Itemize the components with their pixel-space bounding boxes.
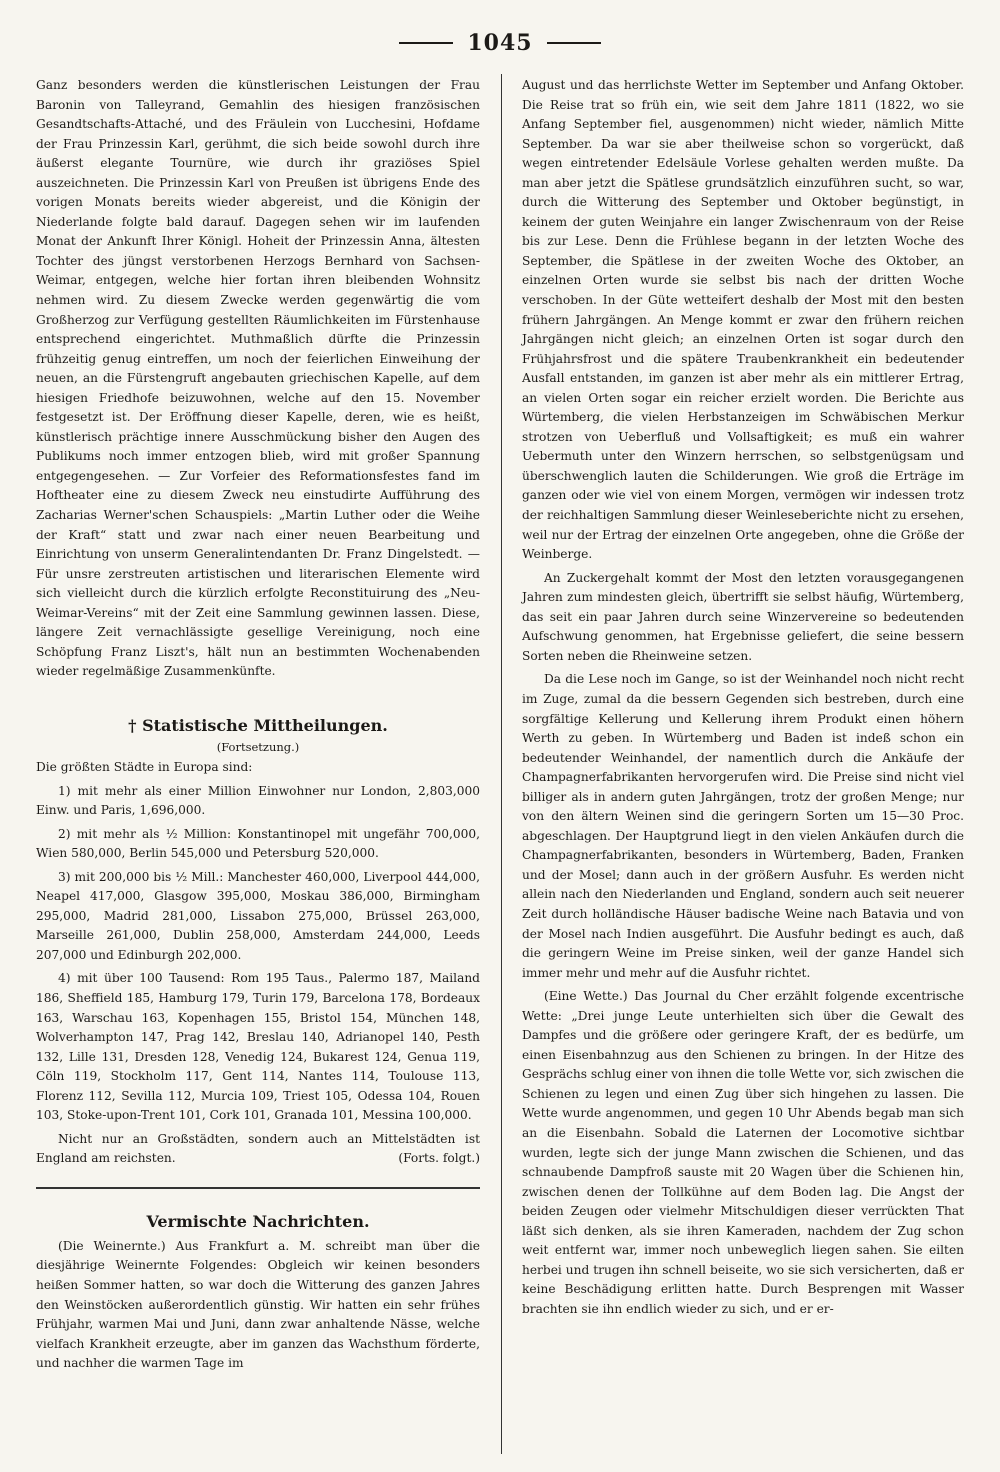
right-column [522,76,964,1323]
left-column [36,76,480,1378]
wine-harvest-paragraph: (Die Weinernte.) Aus Frankfurt a. M. schreibt man über die diesjährige Weinernte Folgendes: Obgleich wir keinen besonders heißen Sommer hatten, so war doch die Witterung des ganzen Jahres den Weinstöcken außerordentlich günstig. Wir hatten ein sehr frühes Frühjahr, warmen Mai und Juni, dann zwar anhaltende Nässe, welche vielfach Krankheit erzeugte, aber im ganzen das Wachsthum förderte, und nachher die warmen Tage im [36,1238,480,1371]
court-news-paragraph: Ganz besonders werden die künstlerischen Leistungen der Frau Baronin von Talleyrand, Gemahlin des hiesigen französischen Gesandtschafts-Attaché, und des Fräulein von Lucchesini, Hofdame der Frau Prinzessin Karl, gerühmt, die sich beide sowohl durch ihre äußerst elegante Tournüre, wie durch ihr graziöses Spiel auszeichneten. Die Prinzessin Karl von Preußen ist übrigens Ende des vorigen Monats bereits wieder abgereist, und die Königin der Niederlande folgte bald darauf. Dagegen sehen wir im laufenden Monat der Ankunft Ihrer Königl. Hoheit der Prinzessin Anna, ältesten Tochter des jüngst verstorbenen Herzogs Bernhard von Sachsen-Weimar, entgegen, welche hier fortan ihren bleibenden Wohnsitz nehmen wird. Zu diesem Zwecke werden gegenwärtig die vom Großherzog zur Verfügung gestellten Räumlichkeiten im Fürstenhause entsprechend eingerichtet. Muthmaßlich dürfte die Prinzessin frühzeitig genug eintreffen, um noch der feierlichen Einweihung der neuen, an die Fürstengruft angebauten griechischen Kapelle, auf dem hiesigen Friedhofe beizuwohnen, welche auf den 15. November festgesetzt ist. Der Eröffnung dieser Kapelle, deren, wie es heißt, künstlerisch prächtige innere Ausschmückung bisher den Augen des Publikums noch immer entzogen blieb, wird mit großer Spannung entgegengesehen. — Zur Vorfeier des Reformationsfestes fand im Hoftheater eine zu diesem Zweck neu einstudirte Aufführung des Zacharias Werner'schen Schauspiels: „Martin Luther oder die Weihe der Kraft“ statt und zwar nach einer neuen Bearbeitung und Einrichtung von unserm Generalintendanten Dr. Franz Dingelstedt. — Für unsre zerstreuten artistischen und literarischen Elemente wird sich vielleicht durch die kürzlich erfolgte Reconstituirung des „Neu-Weimar-Vereins“ mit der Zeit eine Sammlung gewinnen lassen. Diese, längere Zeit vernachlässigte gesellige Vereinigung, noch eine Schöpfung Franz Liszt's, hält nun an bestimmten Wochenabenden wieder regelmäßige Zusammenkünfte. [36,78,480,679]
header-rule-left [399,42,453,44]
section-separator [36,1187,480,1189]
misc-news-heading: Vermischte Nachrichten. [146,1211,370,1231]
statistics-closing-text: Nicht nur an Großstädten, sondern auch an Mittelstädten ist England am reichsten. [36,1131,480,1166]
page-header [0,30,1000,56]
statistics-item-3: 3) mit 200,000 bis ½ Mill.: Manchester 460,000, Liverpool 444,000, Neapel 417,000, Glasgow 395,000, Moskau 386,000, Birmingham 295,000, Madrid 281,000, Lissabon 275,000, Brüssel 263,000, Marseille 261,000, Dublin 258,000, Amsterdam 244,000, Leeds 207,000 und Edinburgh 202,000. [36,869,480,962]
header-rule-right [547,42,601,44]
statistics-item-1: 1) mit mehr als einer Million Einwohner nur London, 2,803,000 Einw. und Paris, 1,696,000. [36,783,480,818]
continuation-note: (Forts. folgt.) [398,1151,480,1166]
wine-sugar-paragraph: An Zuckergehalt kommt der Most den letzten vorausgegangenen Jahren zum mindesten gleich, übertrifft sie selbst häufig, Würtemberg, das seit ein paar Jahren durch seine Winzervereine so bedeutenden Aufschwung genommen, hat Ergebnisse geliefert, die seine bessern Sorten neben die Rheinweine setzen. [522,570,964,663]
statistics-item-2: 2) mit mehr als ½ Million: Konstantinopel mit ungefähr 700,000, Wien 580,000, Berlin 545,000 und Petersburg 520,000. [36,826,480,861]
column-divider [501,74,502,1454]
statistics-item-4: 4) mit über 100 Tausend: Rom 195 Taus., Palermo 187, Mailand 186, Sheffield 185, Hamburg 179, Turin 179, Barcelona 178, Bordeaux 163, Warschau 163, Kopenhagen 155, Bristol 154, München 148, Wolverhampton 147, Prag 142, Breslau 140, Adrianopel 140, Pesth 132, Lille 131, Dresden 128, Venedig 124, Bukarest 124, Genua 119, Cöln 119, Stockholm 117, Gent 114, Nantes 114, Toulouse 113, Florenz 112, Sevilla 112, Murcia 109, Triest 105, Odessa 104, Rouen 103, Stoke-upon-Trent 101, Cork 101, Granada 101, Messina 100,000. [36,971,480,1123]
wine-harvest-continued: August und das herrlichste Wetter im September und Anfang Oktober. Die Reise trat so früh ein, wie seit dem Jahre 1811 (1822, wo sie Anfang September fiel, ausgenommen) nicht wieder, nämlich Mitte September. Da war sie aber theilweise schon so vorgerückt, daß wegen eintretender Edelsäule Vorlese gehalten werden mußte. Da man aber jetzt die Spätlese grundsätzlich einzuführen sucht, so war, durch die Witterung des September und Oktober begünstigt, in keinem der guten Weinjahre ein langer Zwischenraum von der Reise bis zur Lese. Denn die Frühlese begann in der letzten Woche des September, die Spätlese in der zweiten Woche des Oktober, an einzelnen Orten wurde sie selbst bis nach der dritten Woche verschoben. In der Güte wetteifert deshalb der Most mit den besten frühern Jahrgängen. An Menge kommt er zwar den frühern reichen Jahrgängen nicht gleich; an einzelnen Orten ist sogar durch den Frühjahrsfrost und die spätere Traubenkrankheit ein bedeutender Ausfall entstanden, im ganzen ist aber mehr als ein mittlerer Ertrag, an vielen Orten sogar ein reicher erzielt worden. Die Berichte aus Würtemberg, die vielen Herbstanzeigen im Schwäbischen Merkur strotzen von Ueberfluß und Vollsaftigkeit; es muß ein wahrer Uebermuth unter den Winzern herrschen, so selbstgenügsam und überschwenglich lauten die Schilderungen. Wie groß die Erträge im ganzen oder wie viel von einem Morgen, vermögen wir indessen trotz der reichhaltigen Sammlung dieser Weinleseberichte nicht zu ersehen, weil nur der Ertrag der einzelnen Orte angegeben, ohne die Größe der Weinberge. [522,78,964,562]
statistics-continued: (Fortsetzung.) [216,739,300,754]
statistics-closing [36,1130,480,1169]
page-number: 1045 [467,30,533,56]
wager-paragraph: (Eine Wette.) Das Journal du Cher erzählt folgende excentrische Wette: „Drei junge Leute unterhielten sich über die Gewalt des Dampfes und die größere oder geringere Kraft, der es bedürfe, um einen Eisenbahnzug aus den Schienen zu bringen. In der Hitze des Gesprächs schlug einer von ihnen die tolle Wette vor, sich zwischen die Schienen zu legen und einen Zug über sich hingehen zu lassen. Die Wette wurde angenommen, und gegen 10 Uhr Abends begab man sich an die Eisenbahn. Sobald die Laternen der Locomotive sichtbar wurden, legte sich der junge Mann zwischen die Schienen, und das schnaubende Dampfroß sauste mit 20 Wagen über die Schienen hin, zwischen denen der Tollkühne auf dem Boden lag. Die Angst der beiden Zeugen oder vielmehr Mitschuldigen dieser verrückten That läßt sich denken, als sie ihren Kameraden, nachdem der Zug schon weit entfernt war, immer noch unbeweglich liegen sahen. Sie eilten herbei und trugen ihn schnell beiseite, wo sie sich versicherten, daß er keine Beschädigung erlitten hatte. Durch Besprengen mit Wasser brachten sie ihn endlich wieder zu sich, und er er- [522,989,964,1316]
statistics-heading: † Statistische Mittheilungen. [128,715,388,735]
wine-trade-paragraph: Da die Lese noch im Gange, so ist der Weinhandel noch nicht recht im Zuge, zumal da die bessern Gegenden sich bestreben, durch eine sorgfältige Kellerung und Kellerung ihrem Produkt einen höhern Werth zu geben. In Würtemberg und Baden ist indeß schon ein bedeutender Weinhandel, der namentlich durch die Ankäufe der Champagnerfabrikanten hervorgerufen wird. Die Preise sind nicht viel billiger als in andern guten Jahrgängen, trotz der großen Menge; nur von den ältern Weinen sind die geringern Sorten um 15—30 Proc. abgeschlagen. Der Hauptgrund liegt in den vielen Ankäufen durch die Champagnerfabrikanten, besonders in Würtemberg, Baden, Franken und der Mosel; dann auch in der größern Ausfuhr. Es werden nicht allein nach den Niederlanden und England, sondern auch seit neuerer Zeit durch holländische Häuser badische Weine nach Batavia und von der Mosel nach Indien ausgeführt. Die Ausfuhr bedingt es auch, daß die geringern Weine im Preise sinken, weil der ganze Handel sich immer mehr und mehr auf die Ausfuhr richtet. [522,672,964,980]
statistics-intro: Die größten Städte in Europa sind: [36,759,253,774]
